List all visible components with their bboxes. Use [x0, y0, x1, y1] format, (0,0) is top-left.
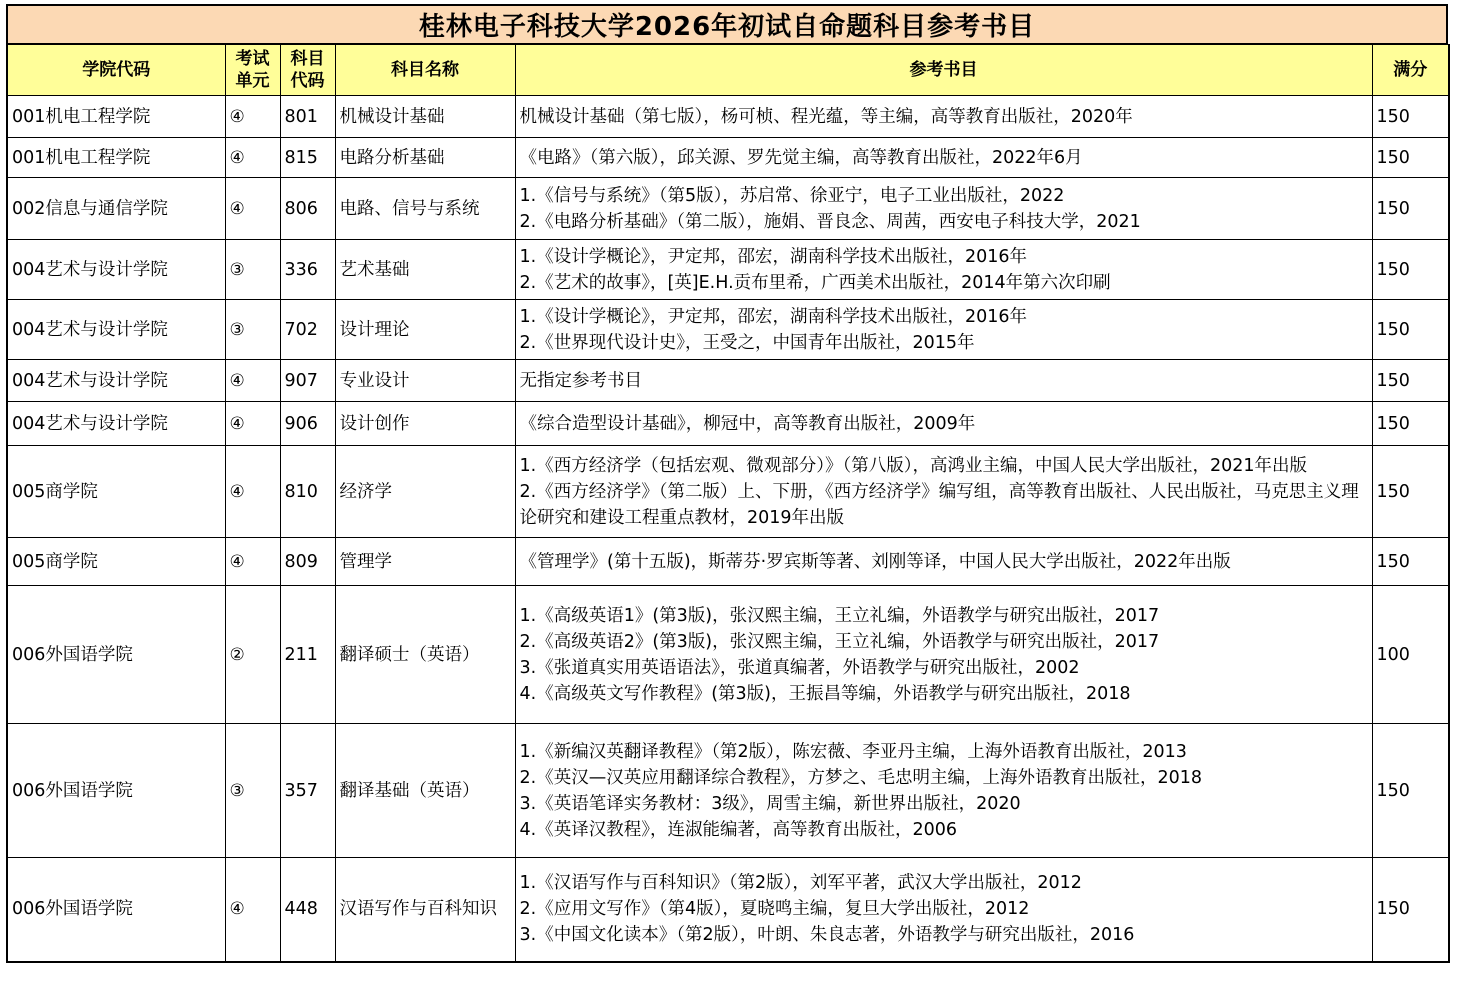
exam-unit-cell: ④	[225, 360, 280, 402]
reference-books-cell	[515, 138, 1372, 178]
full-score-cell: 150	[1372, 360, 1449, 402]
subject-name-cell: 管理学	[335, 538, 515, 586]
table-row	[7, 402, 1449, 446]
college-cell: 002信息与通信学院	[7, 178, 225, 240]
exam-unit-cell: ④	[225, 138, 280, 178]
subject-code-cell: 809	[280, 538, 335, 586]
reference-book-line: 1.《设计学概论》，尹定邦，邵宏，湖南科学技术出版社，2016年	[519, 306, 1027, 327]
subject-name-cell: 电路、信号与系统	[335, 178, 515, 240]
college-cell: 004艺术与设计学院	[7, 240, 225, 300]
reference-books-cell	[515, 724, 1372, 858]
reference-book-line: 2.《世界现代设计史》，王受之，中国青年出版社，2015年	[519, 332, 975, 353]
header-exam-unit	[225, 45, 280, 96]
exam-unit-cell: ③	[225, 240, 280, 300]
college-cell: 006外国语学院	[7, 586, 225, 724]
subject-name-cell: 设计理论	[335, 300, 515, 360]
exam-unit-cell: ③	[225, 300, 280, 360]
subject-code-cell: 211	[280, 586, 335, 724]
reference-books-cell	[515, 178, 1372, 240]
full-score-cell: 150	[1372, 240, 1449, 300]
exam-unit-cell: ②	[225, 586, 280, 724]
reference-book-line: 《管理学》(第十五版)，斯蒂芬·罗宾斯等著、刘刚等译，中国人民大学出版社，2022年出版	[519, 551, 1231, 572]
reference-book-line: 无指定参考书目	[519, 370, 642, 391]
table-row	[7, 360, 1449, 402]
table-row	[7, 138, 1449, 178]
table-row	[7, 96, 1449, 138]
subject-name-cell: 专业设计	[335, 360, 515, 402]
subject-code-cell: 336	[280, 240, 335, 300]
header-subject-code	[280, 45, 335, 96]
reference-books-cell	[515, 300, 1372, 360]
reference-books-cell	[515, 538, 1372, 586]
exam-unit-cell: ③	[225, 724, 280, 858]
reference-book-line: 1.《新编汉英翻译教程》（第2版），陈宏薇、李亚丹主编，上海外语教育出版社，2013	[519, 741, 1187, 762]
header-subject-name: 科目名称	[335, 45, 515, 96]
subject-code-cell: 907	[280, 360, 335, 402]
exam-unit-cell: ④	[225, 96, 280, 138]
reference-book-line: 2.《西方经济学》（第二版）上、下册，《西方经济学》编写组，高等教育出版社、人民出版社，马克思主义理论研究和建设工程重点教材，2019年出版	[519, 481, 1359, 528]
reference-book-line: 2.《高级英语2》(第3版)，张汉熙主编，王立礼编，外语教学与研究出版社，2017	[519, 631, 1160, 652]
reference-book-line: 1.《汉语写作与百科知识》（第2版），刘军平著，武汉大学出版社，2012	[519, 873, 1082, 894]
reference-books-cell	[515, 360, 1372, 402]
exam-unit-cell: ④	[225, 446, 280, 538]
subject-code-cell: 357	[280, 724, 335, 858]
reference-book-table	[6, 44, 1450, 963]
sheet-title: 桂林电子科技大学2026年初试自命题科目参考书目	[6, 4, 1448, 44]
college-cell: 005商学院	[7, 538, 225, 586]
header-row	[7, 45, 1449, 96]
full-score-cell: 150	[1372, 858, 1449, 962]
reference-book-line: 1.《信号与系统》（第5版），苏启常、徐亚宁，电子工业出版社，2022	[519, 185, 1065, 206]
subject-name-cell: 翻译基础（英语）	[335, 724, 515, 858]
table-row	[7, 858, 1449, 962]
subject-code-cell: 906	[280, 402, 335, 446]
full-score-cell: 150	[1372, 724, 1449, 858]
exam-unit-cell: ④	[225, 402, 280, 446]
reference-books-cell	[515, 96, 1372, 138]
full-score-cell: 150	[1372, 178, 1449, 240]
spreadsheet	[6, 4, 1448, 963]
college-cell: 001机电工程学院	[7, 138, 225, 178]
table-row	[7, 446, 1449, 538]
reference-book-line: 3.《张道真实用英语语法》，张道真编著，外语教学与研究出版社，2002	[519, 657, 1080, 678]
college-cell: 004艺术与设计学院	[7, 300, 225, 360]
subject-name-cell: 翻译硕士（英语）	[335, 586, 515, 724]
subject-name-cell: 机械设计基础	[335, 96, 515, 138]
subject-code-cell: 702	[280, 300, 335, 360]
college-cell: 006外国语学院	[7, 724, 225, 858]
college-cell: 005商学院	[7, 446, 225, 538]
full-score-cell: 150	[1372, 538, 1449, 586]
reference-book-line: 3.《英语笔译实务教材：3级》，周雪主编，新世界出版社，2020	[519, 793, 1021, 814]
reference-book-line: 1.《西方经济学（包括宏观、微观部分）》（第八版），高鸿业主编，中国人民大学出版社，2021年出版	[519, 455, 1307, 476]
full-score-cell: 150	[1372, 300, 1449, 360]
header-college-code: 学院代码	[7, 45, 225, 96]
reference-book-line: 2.《电路分析基础》（第二版），施娟、晋良念、周茜，西安电子科技大学，2021	[519, 211, 1141, 232]
college-cell: 006外国语学院	[7, 858, 225, 962]
subject-name-cell: 电路分析基础	[335, 138, 515, 178]
table-row	[7, 300, 1449, 360]
exam-unit-cell: ④	[225, 858, 280, 962]
subject-code-cell: 815	[280, 138, 335, 178]
college-cell: 001机电工程学院	[7, 96, 225, 138]
header-full-score: 满分	[1372, 45, 1449, 96]
college-cell: 004艺术与设计学院	[7, 360, 225, 402]
reference-books-cell	[515, 446, 1372, 538]
subject-name-cell: 经济学	[335, 446, 515, 538]
reference-books-cell	[515, 402, 1372, 446]
exam-unit-cell: ④	[225, 538, 280, 586]
reference-book-line: 《电路》（第六版），邱关源、罗先觉主编，高等教育出版社，2022年6月	[519, 147, 1083, 168]
subject-name-cell: 汉语写作与百科知识	[335, 858, 515, 962]
college-cell: 004艺术与设计学院	[7, 402, 225, 446]
header-reference-books: 参考书目	[515, 45, 1372, 96]
header-exam-unit-line1: 考试	[235, 49, 270, 69]
reference-book-line: 4.《高级英文写作教程》(第3版)，王振昌等编，外语教学与研究出版社，2018	[519, 683, 1131, 704]
reference-books-cell	[515, 586, 1372, 724]
reference-books-cell	[515, 858, 1372, 962]
exam-unit-cell: ④	[225, 178, 280, 240]
table-row	[7, 586, 1449, 724]
table-row	[7, 724, 1449, 858]
reference-book-line: 3.《中国文化读本》（第2版），叶朗、朱良志著，外语教学与研究出版社，2016	[519, 925, 1135, 946]
subject-code-cell: 810	[280, 446, 335, 538]
table-row	[7, 240, 1449, 300]
reference-book-line: 1.《设计学概论》，尹定邦，邵宏，湖南科学技术出版社，2016年	[519, 246, 1027, 267]
reference-book-line: 4.《英译汉教程》，连淑能编著，高等教育出版社，2006	[519, 819, 957, 840]
header-subject-code-line2: 代码	[290, 71, 325, 91]
subject-code-cell: 801	[280, 96, 335, 138]
subject-code-cell: 448	[280, 858, 335, 962]
subject-code-cell: 806	[280, 178, 335, 240]
reference-book-line: 2.《应用文写作》（第4版），夏晓鸣主编，复旦大学出版社，2012	[519, 899, 1030, 920]
reference-book-line: 机械设计基础（第七版），杨可桢、程光蕴，等主编，高等教育出版社，2020年	[519, 106, 1133, 127]
subject-name-cell: 设计创作	[335, 402, 515, 446]
full-score-cell: 100	[1372, 586, 1449, 724]
full-score-cell: 150	[1372, 96, 1449, 138]
reference-book-line: 2.《英汉—汉英应用翻译综合教程》，方梦之、毛忠明主编，上海外语教育出版社，2018	[519, 767, 1202, 788]
reference-book-line: 《综合造型设计基础》，柳冠中，高等教育出版社，2009年	[519, 413, 976, 434]
header-subject-code-line1: 科目	[290, 49, 325, 69]
full-score-cell: 150	[1372, 446, 1449, 538]
table-row	[7, 538, 1449, 586]
subject-name-cell: 艺术基础	[335, 240, 515, 300]
full-score-cell: 150	[1372, 402, 1449, 446]
reference-book-line: 1.《高级英语1》(第3版)，张汉熙主编，王立礼编，外语教学与研究出版社，2017	[519, 605, 1160, 626]
reference-book-line: 2.《艺术的故事》，[英]E.H.贡布里希，广西美术出版社，2014年第六次印刷	[519, 272, 1111, 293]
header-exam-unit-line2: 单元	[235, 71, 270, 91]
full-score-cell: 150	[1372, 138, 1449, 178]
reference-books-cell	[515, 240, 1372, 300]
table-row	[7, 178, 1449, 240]
